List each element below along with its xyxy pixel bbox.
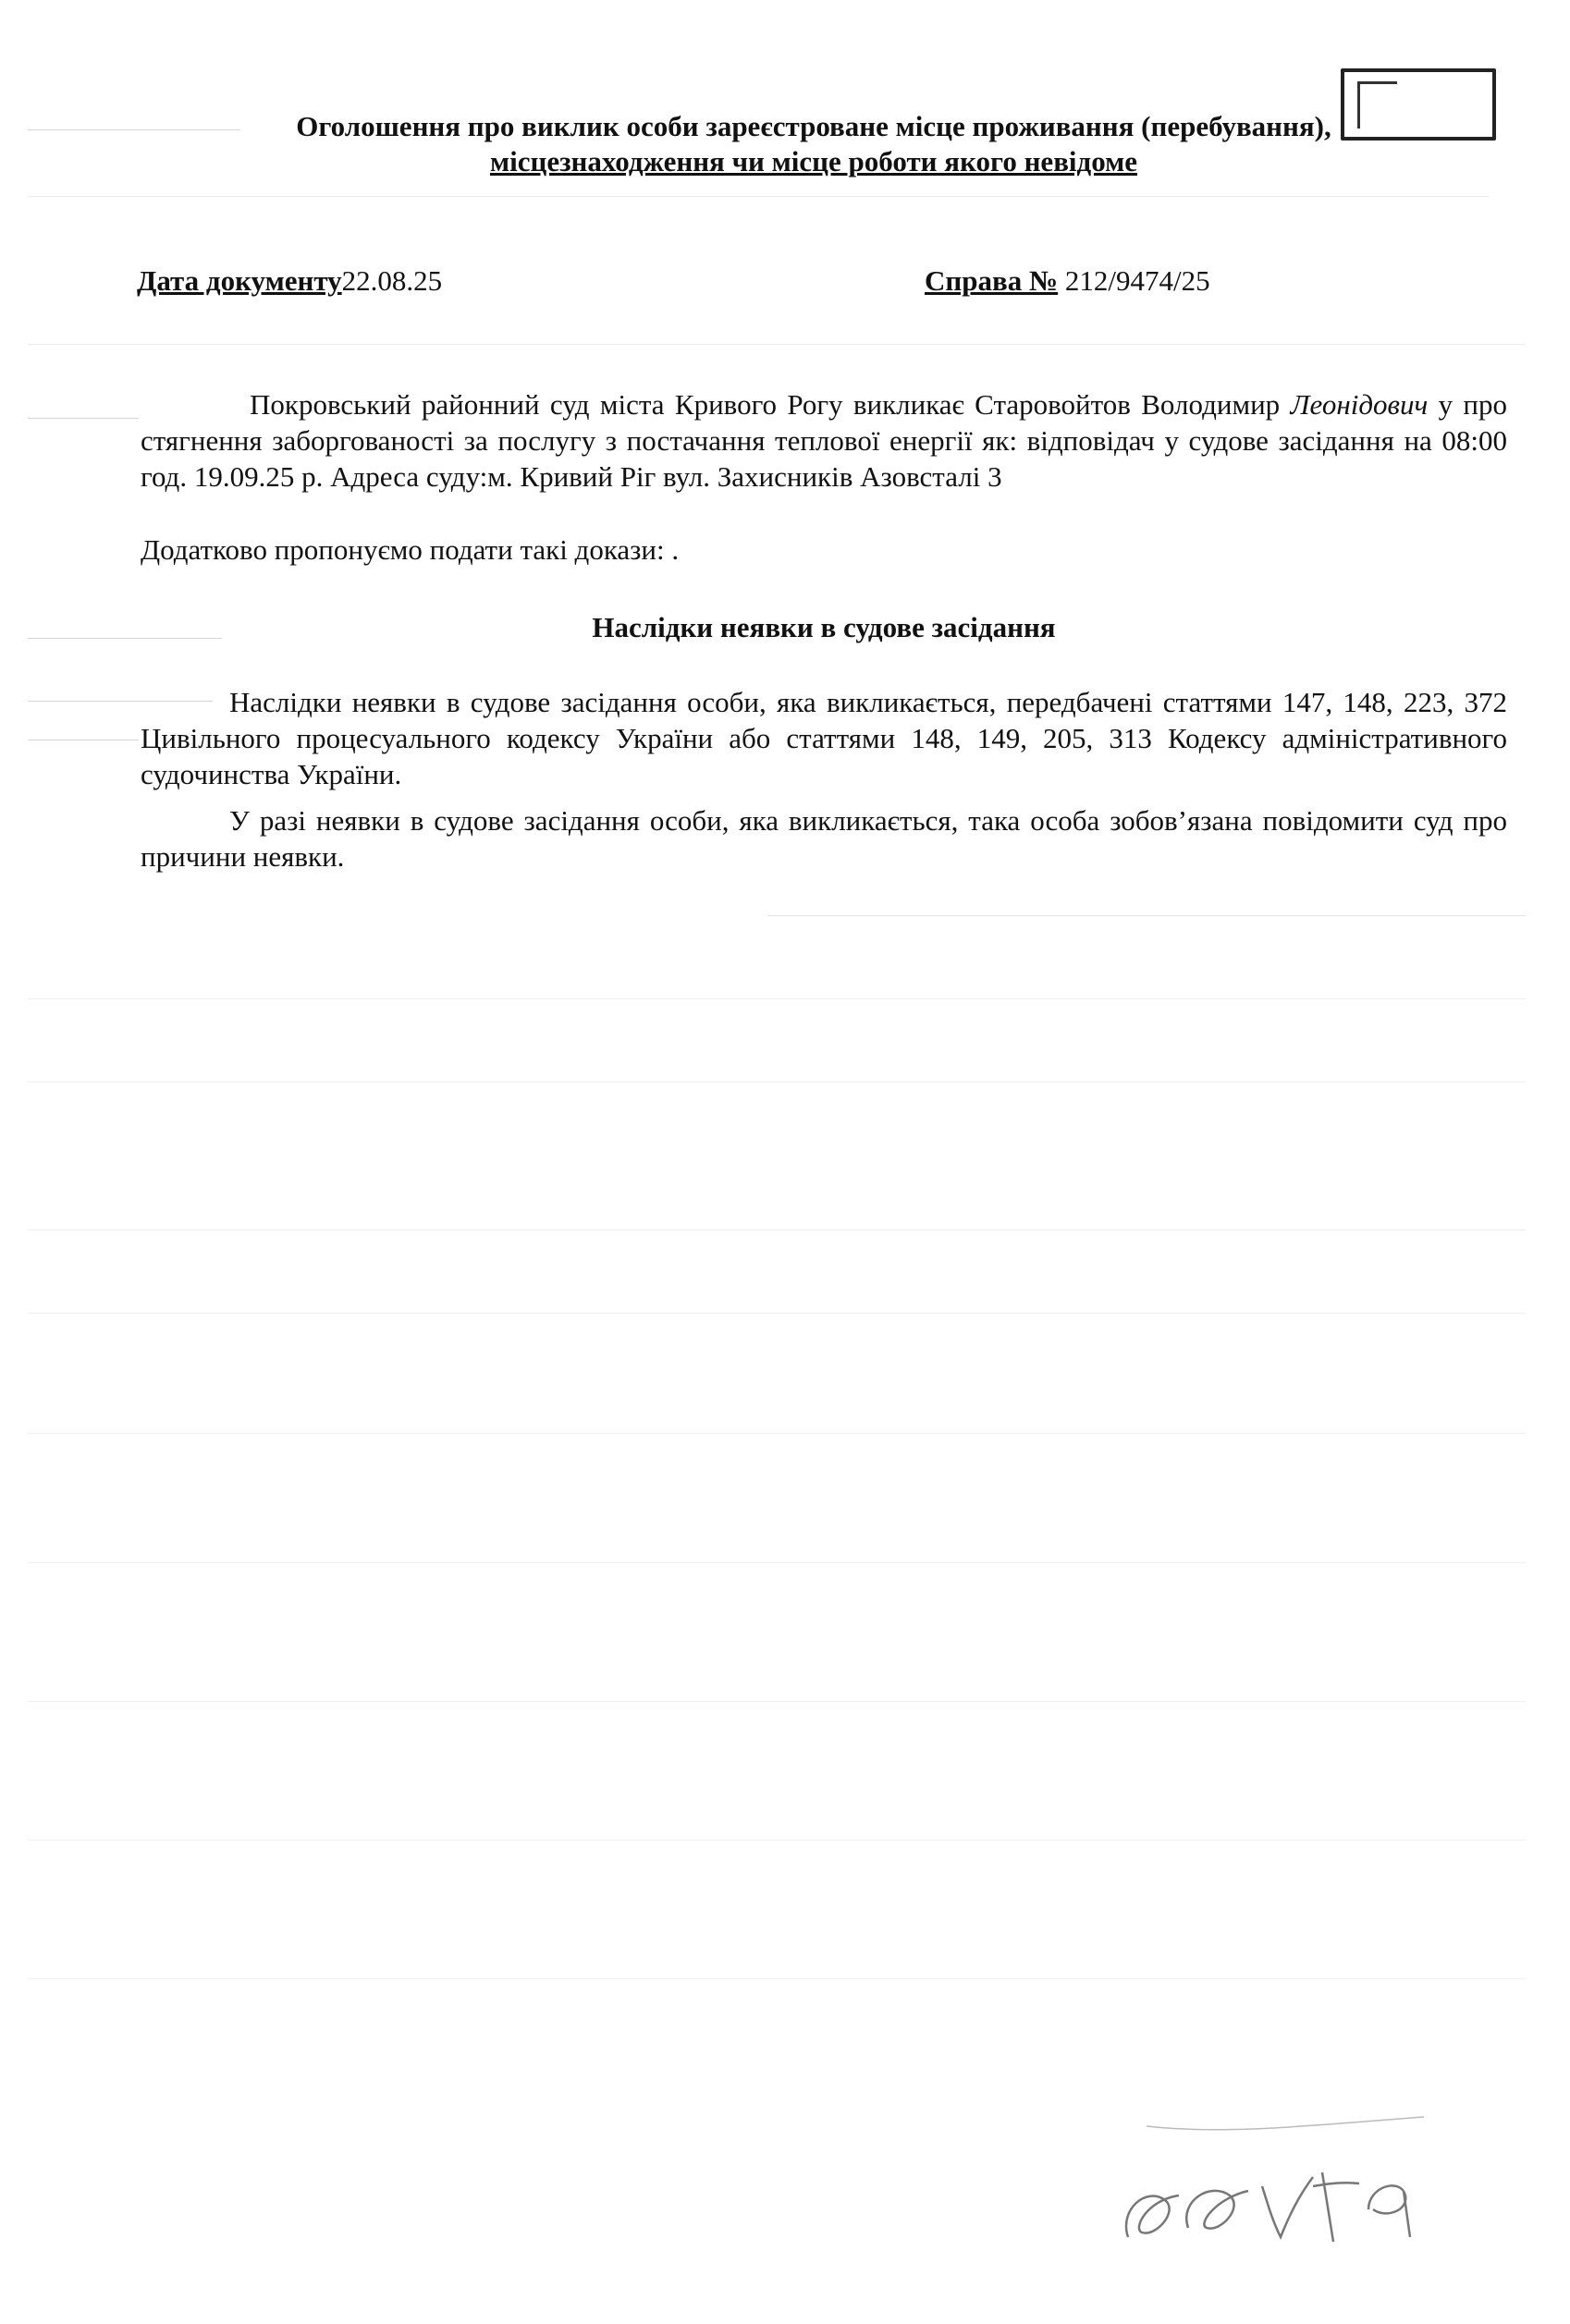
- additional-evidence-line: Додатково пропонуємо подати такі докази: .: [141, 533, 680, 566]
- case-number: [925, 265, 1210, 297]
- consequences-text-2: У разі неявки в судове засідання особи, яка викликається, така особа зобов’язана повідомити суд про причини неявки.: [141, 804, 1507, 873]
- defendant-patronymic: Леонідович: [1290, 388, 1429, 421]
- scan-artifact: [28, 1562, 1526, 1563]
- case-label: Справа №: [925, 264, 1059, 297]
- scan-artifact: [28, 1313, 1526, 1314]
- notice-paragraph: [141, 386, 1507, 495]
- document-title-line1: Оголошення про виклик особи зареєстроване місце проживання (перебування),: [296, 110, 1331, 142]
- scan-artifact: [28, 998, 1526, 999]
- consequences-heading: Наслідки неявки в судове засідання: [592, 611, 1056, 643]
- document-date: [137, 265, 442, 297]
- case-value: 212/9474/25: [1064, 264, 1210, 297]
- scan-artifact: [28, 196, 1489, 197]
- scan-artifact: [28, 1701, 1526, 1702]
- consequences-paragraph-1: [141, 684, 1507, 792]
- date-value: 22.08.25: [341, 264, 443, 297]
- document-title-line2: місцезнаходження чи місце роботи якого невідоме: [489, 145, 1138, 177]
- scan-artifact: [767, 915, 1526, 916]
- handwritten-signature: [1091, 2098, 1498, 2265]
- scan-artifact: [28, 344, 1526, 345]
- scan-artifact: [28, 1840, 1526, 1841]
- notice-part3: у про стягнення заборгованості за послугу з постачання теплової енергії як: відповідач у судове засідання на 08:00 год. 19.09.25 р. Адреса суду:м. Кривий Ріг вул. Захисників Азовсталі 3: [141, 388, 1508, 493]
- scan-artifact: [28, 1978, 1526, 1979]
- notice-part1: Покровський районний суд міста Кривого Рогу викликає Старовойтов Володимир: [250, 388, 1281, 421]
- consequences-text-1: Наслідки неявки в судове засідання особи, яка викликається, передбачені статтями 147, 148, 223, 372 Цивільного процесуального кодексу України або статтями 148, 149, 205, 313 Кодексу адміністративного судочинства України.: [141, 686, 1507, 790]
- scan-artifact: [28, 1229, 1526, 1230]
- consequences-paragraph-2: [141, 802, 1507, 875]
- scan-artifact: [28, 418, 139, 419]
- scan-artifact: [28, 1433, 1526, 1434]
- date-label: Дата документу: [137, 264, 342, 297]
